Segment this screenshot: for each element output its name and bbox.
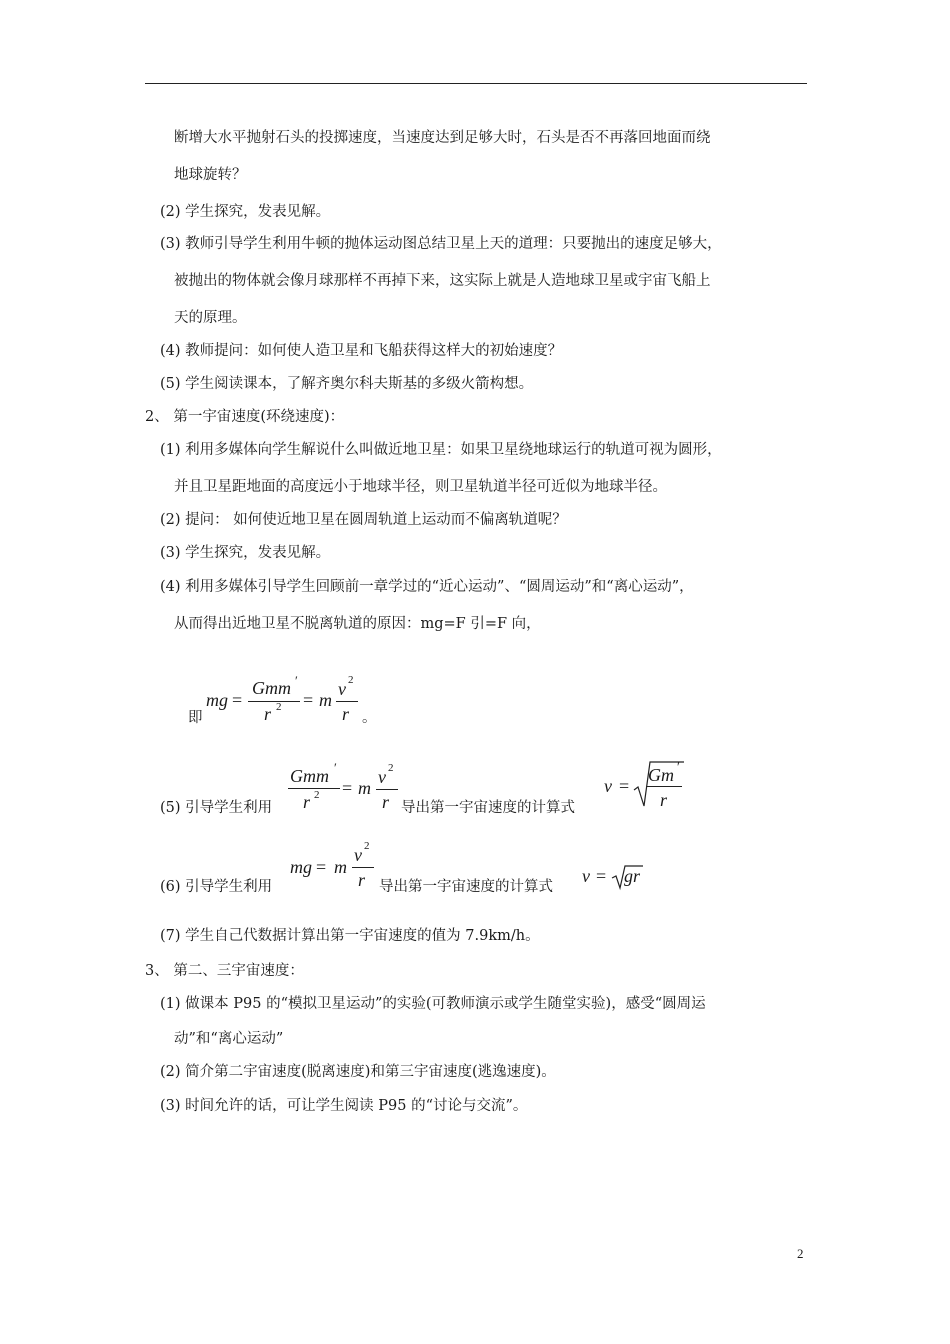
item-5-text: 导出第一宇宙速度的计算式 xyxy=(401,800,575,816)
eq1-suffix: 。 xyxy=(362,710,377,726)
text-line-11: (2) 提问： 如何使近地卫星在圆周轨道上运动而不偏离轨道呢？ xyxy=(160,512,567,528)
text-line-16: (1) 做课本 P95 的“模拟卫星运动”的实验(可教师演示或学生随堂实验)，感受“圆周运 xyxy=(160,996,706,1012)
text-line-1: 断增大水平抛射石头的投掷速度，当速度达到足够大时，石头是否不再落回地面而绕 xyxy=(174,130,711,146)
section-heading-2: 2、 第一宇宙速度(环绕速度)： xyxy=(145,409,345,425)
text-line-15: (7) 学生自己代数据计算出第一宇宙速度的值为 7.9km/h。 xyxy=(160,928,540,944)
text-line-19: (3) 时间允许的话，可让学生阅读 P95 的“讨论与交流”。 xyxy=(160,1098,528,1114)
eq1-prefix: 即 xyxy=(188,710,203,726)
text-line-8: (5) 学生阅读课本，了解齐奥尔科夫斯基的多级火箭构想。 xyxy=(160,376,534,392)
text-line-10: 并且卫星距地面的高度远小于地球半径，则卫星轨道半径可近似为地球半径。 xyxy=(174,479,667,495)
text-line-7: (4) 教师提问：如何使人造卫星和飞船获得这样大的初始速度？ xyxy=(160,343,563,359)
text-line-14: 从而得出近地卫星不脱离轨道的原因：mg=F 引=F 向， xyxy=(174,616,541,632)
header-rule xyxy=(145,83,807,84)
text-line-18: (2) 简介第二宇宙速度(脱离速度)和第三宇宙速度(逃逸速度)。 xyxy=(160,1064,556,1080)
text-line-5: 被抛出的物体就会像月球那样不再掉下来，这实际上就是人造地球卫星或宇宙飞船上 xyxy=(174,273,711,289)
text-line-9: (1) 利用多媒体向学生解说什么叫做近地卫星：如果卫星绕地球运行的轨道可视为圆形， xyxy=(160,442,722,458)
text-line-3: (2) 学生探究，发表见解。 xyxy=(160,204,331,220)
text-line-4: (3) 教师引导学生利用牛顿的抛体运动图总结卫星上天的道理：只要抛出的速度足够大， xyxy=(160,236,722,252)
text-line-6: 天的原理。 xyxy=(174,310,247,326)
item-6-text: 导出第一宇宙速度的计算式 xyxy=(379,879,553,895)
text-line-2: 地球旋转？ xyxy=(174,167,247,183)
page-number: 2 xyxy=(797,1246,804,1261)
item-5-label: (5) 引导学生利用 xyxy=(160,800,273,816)
text-line-17: 动”和“离心运动” xyxy=(174,1031,284,1047)
text-line-13: (4) 利用多媒体引导学生回顾前一章学过的“近心运动”、“圆周运动”和“离心运动”， xyxy=(160,579,694,595)
text-line-12: (3) 学生探究，发表见解。 xyxy=(160,545,331,561)
section-heading-3: 3、 第二、三宇宙速度： xyxy=(145,963,304,979)
item-6-label: (6) 引导学生利用 xyxy=(160,879,273,895)
